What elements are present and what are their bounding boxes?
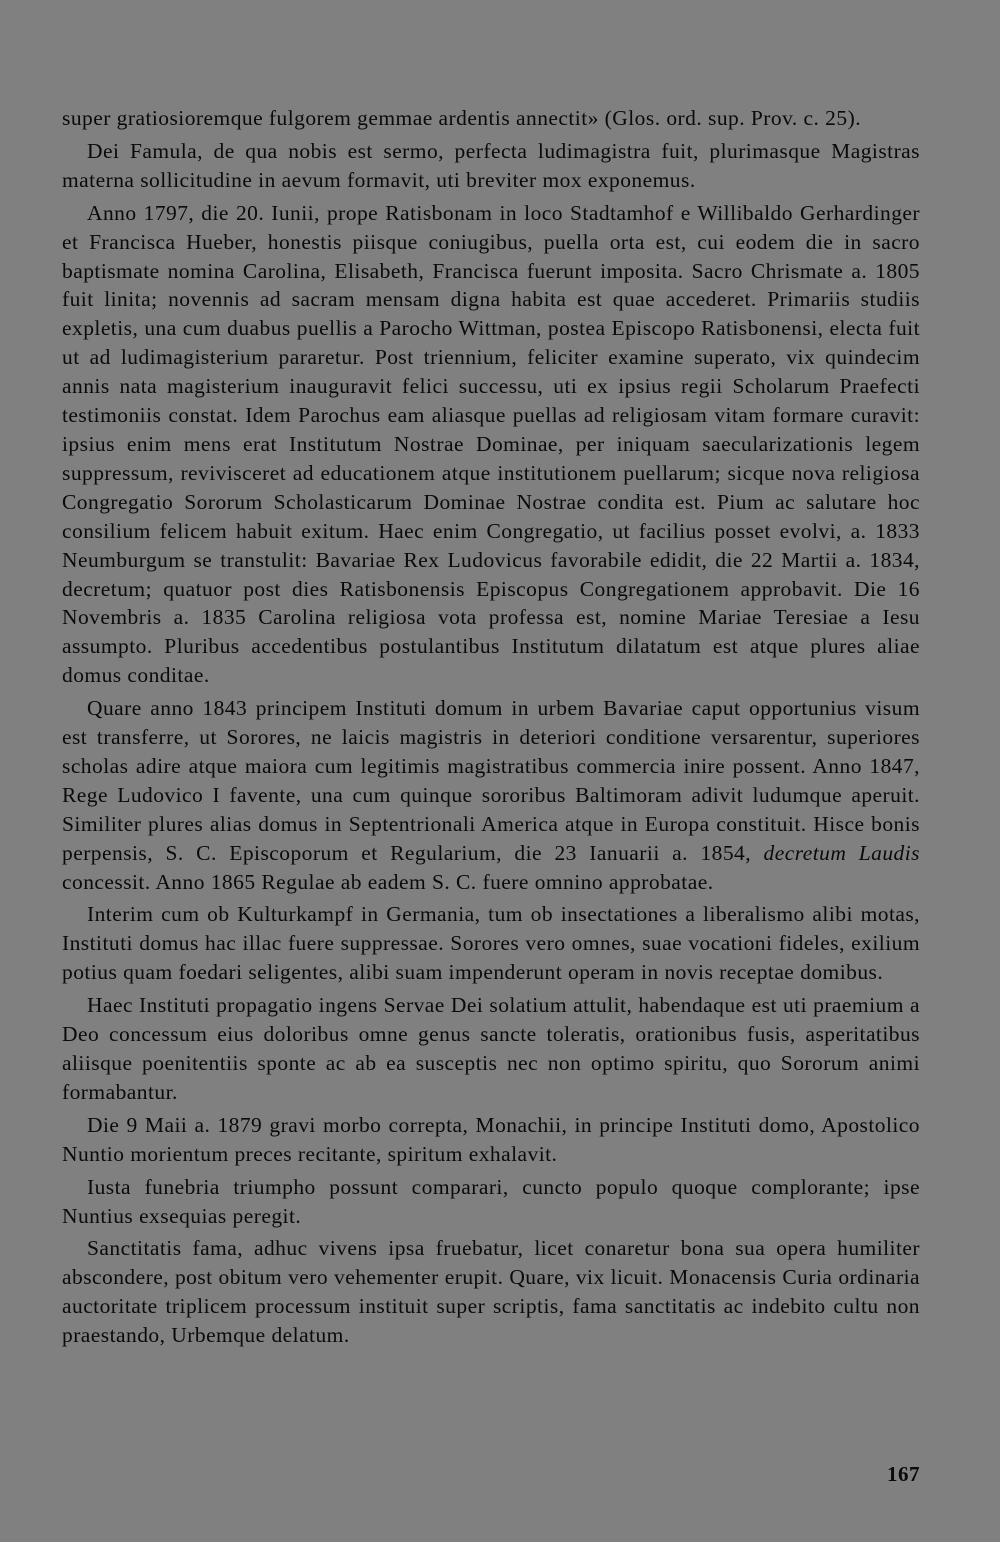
paragraph-text: Haec Instituti propagatio ingens Servae Dei solatium attulit, habendaque est uti praemium a Deo concessum eius doloribus omne genus sancte toleratis, orationibus fusis, asperitatibus aliisque poenitentiis sponte ac ab ea susceptis nec non optimo spiritu, quo Sororum animi formabantur. [62,993,920,1104]
paragraph [62,900,920,987]
page-number: 167 [887,1462,920,1486]
paragraph-text: Quare anno 1843 principem Instituti domum in urbem Bavariae caput opportunius visum est transferre, ut Sorores, ne laicis magistris in deteriori conditione versarentur, superiores scholas adire atque maiora cum legitimis magistratibus commercia inire possent. Anno 1847, Rege Ludovico I favente, una cum quinque sororibus Baltimoram adivit ludumque aperuit. Similiter plures alias domus in Septentrionali America atque in Europa constituit. Hisce bonis perpensis, S. C. Episcoporum et Regularium, die 23 Ianuarii a. 1854, [62,696,920,865]
paragraph [62,1111,920,1169]
paragraph-text: Anno 1797, die 20. Iunii, prope Ratisbonam in loco Stadtamhof e Willibaldo Gerhardinger et Francisca Hueber, honestis piisque coniugibus, puella orta est, cui eodem die in sacro baptismate nomina Carolina, Elisabeth, Francisca fuerunt imposita. Sacro Chrismate a. 1805 fuit linita; novennis ad sacram mensam digna habita est quae accederet. Primariis studiis expletis, una cum duabus puellis a Parocho Wittman, postea Episcopo Ratisbonensi, electa fuit ut ad ludimagisterium pararetur. Post triennium, feliciter examine superato, vix quindecim annis nata magisterium inauguravit felici successu, uti ex ipsius regii Scholarum Praefecti testimoniis constat. Idem Parochus eam aliasque puellas ad religiosam vitam formare curavit: ipsius enim mens erat Institutum Nostrae Dominae, per iniquam saecularizationis legem suppressum, revivisceret ad educationem atque institutionem puellarum; sicque nova religiosa Congregatio Sororum Scholasticarum Dominae Nostrae condita est. Pium ac salutare hoc consilium felicem habuit exitum. Haec enim Congregatio, ut facilius posset evolvi, a. 1833 Neumburgum se transtulit: Bavariae Rex Ludovicus favorabile edidit, die 22 Martii a. 1834, decretum; quatuor post dies Ratisbonensis Episcopus Congregationem approbavit. Die 16 Novembris a. 1835 Carolina religiosa vota professa est, nomine Mariae Teresiae a Iesu assumpto. Pluribus accedentibus postulantibus Institutum dilatatum est atque plures aliae domus conditae. [62,200,920,688]
paragraph [62,1234,920,1350]
paragraph-text: Die 9 Maii a. 1879 gravi morbo correpta, Monachii, in principe Instituti domo, Apostolico Nuntio morientum preces recitante, spiritum exhalavit. [62,1112,920,1166]
body-text [62,104,920,1354]
paragraph [62,694,920,896]
paragraph-text: Interim cum ob Kulturkampf in Germania, tum ob insectationes a liberalismo alibi motas, Instituti domus hac illac fuere suppressae. Sorores vero omnes, suae vocationi fideles, exilium potius quam foedari seligentes, alibi suam impenderunt operam in novis receptae domibus. [62,902,920,985]
paragraph [62,137,920,195]
paragraph-text: Dei Famula, de qua nobis est sermo, perfecta ludimagistra fuit, plurimasque Magistras materna sollicitudine in aevum formavit, uti breviter mox exponemus. [62,138,920,192]
paragraph-text: concessit. Anno 1865 Regulae ab eadem S. C. fuere omnino approbatae. [62,869,714,894]
paragraph [62,1173,920,1231]
paragraph [62,991,920,1107]
paragraph [62,104,920,133]
paragraph-text: Sanctitatis fama, adhuc vivens ipsa fruebatur, licet conaretur bona sua opera humiliter abscondere, post obitum vero vehementer erupit. Quare, vix licuit. Monacensis Curia ordinaria auctoritate triplicem processum instituit super scriptis, fama sanctitatis ac indebito cultu non praestando, Urbemque delatum. [62,1236,920,1348]
paragraph [62,199,920,690]
paragraph-text: super gratiosioremque fulgorem gemmae ardentis annectit» (Glos. ord. sup. Prov. c. 25). [62,106,862,130]
paragraph-text: Iusta funebria triumpho possunt comparari, cuncto populo quoque complorante; ipse Nuntius exsequias peregit. [62,1174,920,1228]
italic-text: decretum Laudis [763,840,920,865]
